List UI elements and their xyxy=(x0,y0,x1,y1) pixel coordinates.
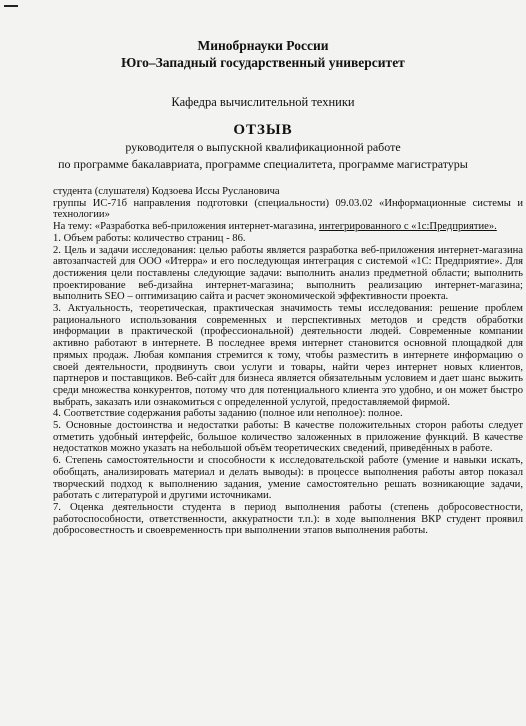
document-subtitle: руководителя о выпускной квалификационной работе xyxy=(125,140,401,154)
section-2: 2. Цель и задачи исследования: целью работы является разработка веб-приложения интернет-магазина автозапчастей для ООО «Итерра» и его последующая интеграция с системой «1С: Предприятие». Для достижения цели поставлены следующие задачи: выполнить анализ предметной области; выполнить проектирование веб-дизайна интернет-магазина; выполнить реализацию интернет-магазина; выполнить SEO – оптимизацию сайта и расчет экономической эффективности проекта. xyxy=(53,244,523,303)
document-programs: по программе бакалавриата, программе специалитета, программе магистратуры xyxy=(58,157,468,171)
section-5: 5. Основные достоинства и недостатки работы: В качестве положительных сторон работы следует отметить удобный интерфейс, большое количество заложенных в приложение функций. В качестве недостатков можно указать на небольшой объём теоретических сведений, приведённых в работе. xyxy=(53,420,523,455)
section-6: 6. Степень самостоятельности и способности к исследовательской работе (умение и навыки искать, обобщать, анализировать материал и делать выводы): в процессе выполнения работы автор показал творческий подход к выполнению задания, умение самостоятельно решать возникающие задачи, работать с литературой и другими источниками. xyxy=(53,455,523,502)
student-line: студента (слушателя) Кодзоева Иссы Руслановича xyxy=(53,186,280,197)
ministry-name: Минобрнауки России xyxy=(197,38,329,53)
group-line: группы ИС-71б направления подготовки (специальности) 09.03.02 «Информационные системы и технологии» xyxy=(53,197,523,221)
department-name: Кафедра вычислительной техники xyxy=(171,95,355,109)
scan-mark xyxy=(4,5,18,7)
document-title: ОТЗЫВ xyxy=(233,122,293,138)
section-7: 7. Оценка деятельности студента в период выполнения работы (степень добросовестности, работоспособности, ответственности, аккуратности т.п.): в ходе выполнения ВКР студент проявил добросовестность и своевременность при выполнении этапов выполнения работы. xyxy=(53,501,523,537)
section-4: 4. Соответствие содержания работы заданию (полное или неполное): полное. xyxy=(53,408,403,420)
topic-line xyxy=(53,221,523,233)
topic-underlined: интегрированного с «1с:Предприятие». xyxy=(319,221,497,233)
review-body xyxy=(53,186,523,537)
topic-prefix: На тему: «Разработка веб-приложения интернет-магазина, xyxy=(53,221,320,233)
section-1: 1. Объем работы: количество страниц - 86. xyxy=(53,232,246,244)
section-3: 3. Актуальность, теоретическая, практическая значимость темы исследования: решение проблем рационального использования современных и перспективных методов и средств обработки информации в практической (профессиональной) деятельности людей. Современные компании активно работают в интернете. В последнее время интернет становится основной площадкой для прямых продаж. Любая компания стремится к тому, чтобы разместить в интернете информацию о своей деятельности, продвинуть свои услуги и товары, найти через интернет новых клиентов, партнеров и поставщиков. Веб-сайт для бизнеса является обязательным условием и дает шанс выжить среди множества конкурентов, потому что для потенциального клиента это удобно, и он может быстро выбрать, заказать или ознакомиться с определенной услугой, предоставляемой фирмой. xyxy=(53,303,523,408)
university-name: Юго–Западный государственный университет xyxy=(121,55,405,70)
